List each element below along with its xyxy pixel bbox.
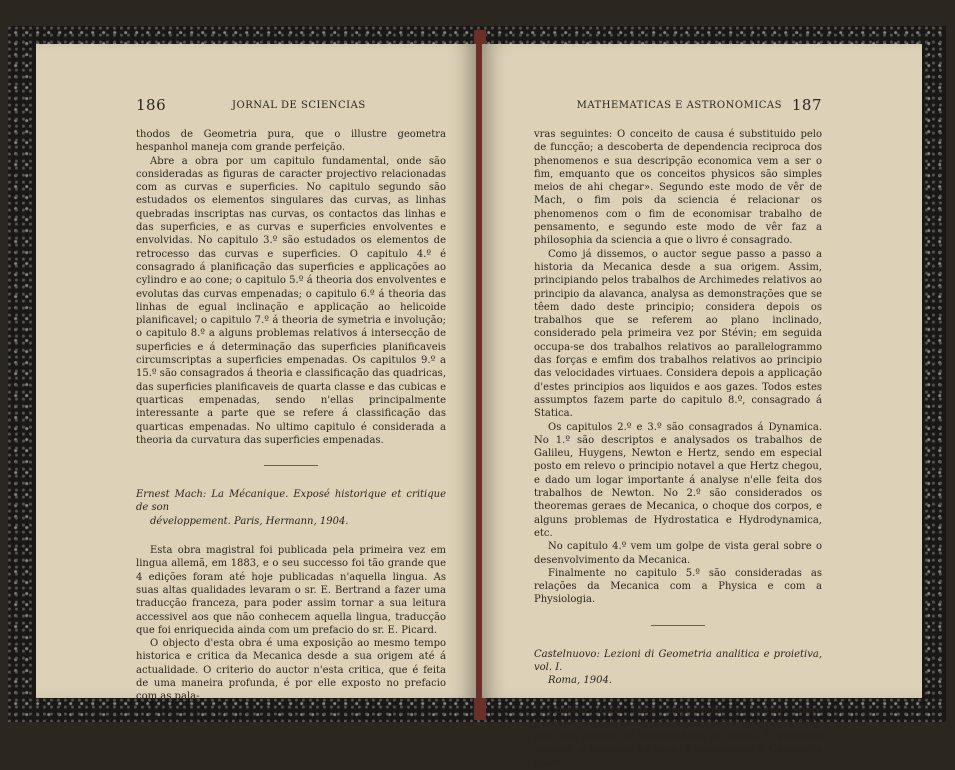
paragraph: Os capitulos 2.º e 3.º são consagrados á Dynamica. No 1.º são descriptos e analysados os trabalhos de Galileu, Huygens, Newton e Hertz, sendo em especial posto em relevo o principio notavel a que Hertz chegou, e dado um logar importante á analyse n'elle feita dos trabalhos de Newton. No 2.º são considerados os theoremas geraes de Mecanica, o choque dos corpos, e alguns problemas de Hydrostatica e Hydrodynamica, etc. xyxy=(534,421,822,539)
right-page-body xyxy=(534,128,822,770)
running-head: MATHEMATICAS E ASTRONOMICAS xyxy=(576,100,782,111)
section-divider xyxy=(264,465,318,466)
reference-line: développement. Paris, Hermann, 1904. xyxy=(150,515,349,527)
page-number: 186 xyxy=(136,96,167,114)
reference-line: Ernest Mach: La Mécanique. Exposé historique et critique de son xyxy=(136,489,446,514)
page-number: 187 xyxy=(791,96,822,114)
paragraph: Abre a obra por um capitulo fundamental, onde são consideradas as figuras de caracter projectivo relacionadas com as curvas e superficies. No capitulo segundo são estudados os elementos singulares das curvas, as linhas quebradas inscriptas nas curvas, os contactos das linhas e das superficies, e as curvas e superficies envolventes e envolvidas. No capitulo 3.º são estudados os elementos de retrocesso das curvas e superficies. O capitulo 4.º é consagrado á planificação das superficies e applicações ao cylindro e ao cone; o capitulo 5.º á theoria dos envolventes e evolutas das curvas empenadas; o capitulo 6.º á theoria das linhas de egual inclinação e applicação ao helicoide planificavel; o capitulo 7.º á theoria de symetria e involução; o capitulo 8.º a alguns problemas relativos á intersecção de superficies e á determinação das superficies planificaveis circumscriptas a superficies empenadas. Os capitulos 9.º a 15.º são consagrados á theoria e classificação das quadricas, das superficies planificaveis de quarta classe e das cubicas e quarticas empenadas, sendo n'ellas principalmente interessante a parte que se refere á classificação das quarticas empenadas. No ultimo capitulo é considerada a theoria da curvatura das superficies empenadas. xyxy=(136,155,446,446)
paragraph: No capitulo 4.º vem um golpe de vista geral sobre o desenvolvimento da Mecanica. xyxy=(534,541,822,566)
left-page-body xyxy=(136,128,446,704)
book-reference xyxy=(534,648,822,688)
paragraph: Como já dissemos, o auctor segue passo a passo a historia da Mecanica desde a sua origem. Assim, principiando pelos trabalhos de Archimedes relativos ao principio da alavanca, analysa as demonstrações que se têem dado deste principio; considera depois os trabalhos que se referem ao plano inclinado, considerado pela primeira vez por Stévin; em seguida occupa-se dos trabalhos relativos ao parallelogrammo das forças e emfim dos trabalhos relativos ao principio das velocidades virtuaes. Considera depois a applicação d'estes principios aos liquidos e aos gazes. Todos estes assumptos fazem parte do capitulo 8.º, consagrado á Statica. xyxy=(534,248,822,420)
paragraph: Esta obra magistral foi publicada pela primeira vez em lingua allemã, em 1883, e o seu successo foi tão grande que 4 edições foram até hoje publicadas n'aquella lingua. As suas altas qualidades levaram o sr. E. Bertrand a fazer uma traducção franceza, para poder assim tornar a sua leitura accessivel aos que não conhecem aquella lingua, traducção que foi enriquecida ainda com um prefacio do sr. E. Picard. xyxy=(136,545,446,636)
section-divider xyxy=(651,625,705,626)
paragraph: thodos de Geometria pura, que o illustre geometra hespanhol maneja com grande perfeição. xyxy=(136,129,446,154)
right-page-header xyxy=(534,96,822,118)
reference-line: Castelnuovo: Lezioni di Geometria analitica e proietiva, vol. I. xyxy=(534,648,822,673)
left-page xyxy=(36,44,476,703)
running-head: JORNAL DE SCIENCIAS xyxy=(232,100,366,111)
paragraph: O objecto d'esta obra é uma exposição ao mesmo tempo historica e critica da Mecanica desde a sua origem até á actualidade. O criterio do auctor n'esta critica, que é feita de uma maneira profunda, é por elle exposto no prefacio com as pala- xyxy=(136,638,446,703)
paragraph: vras seguintes: O conceito de causa é substituido pelo de funcção; a descoberta de dependencia reciproca dos phenomenos e sua descripção economica vem a ser o fim, emquanto que os conceitos physicos são simples meios de ahi chegar». Segundo este modo de vêr de Mach, o fim pois da sciencia é relacionar os phenomenos com o fim de economisar trabalho de pensamento, e segundo este modo de vêr faz a philosophia da sciencia a que o livro é consagrado. xyxy=(534,129,822,247)
left-page-header xyxy=(136,96,446,118)
paragraph: Finalmente no capitulo 5.º são consideradas as relações da Mecanica com a Physica e com a Physiologia. xyxy=(534,567,822,606)
book-reference xyxy=(136,488,446,528)
right-page xyxy=(482,44,922,769)
reference-line: Roma, 1904. xyxy=(548,675,612,687)
paragraph: Contém esta obra importante o curso sobre Geometria analytica e sobre Geometria projectiva feito pelo seu auctor na Universidade de Roma. O presente volume, o primeiro da obra, é consagrado á Geometria plana. xyxy=(534,704,822,769)
